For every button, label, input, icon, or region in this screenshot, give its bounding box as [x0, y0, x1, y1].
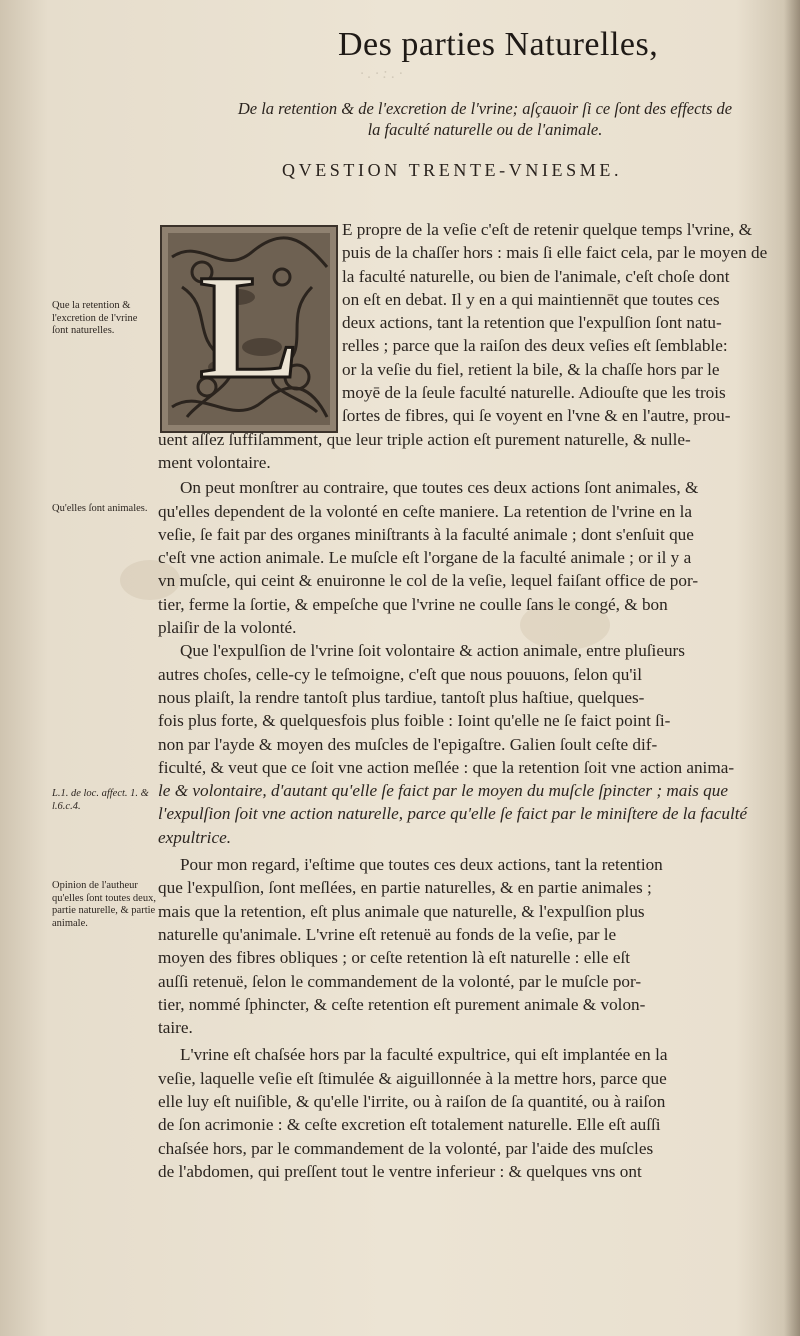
text-line: taire. — [158, 1018, 193, 1038]
text-line: mais que la retention, eſt plus animale que naturelle, & l'expulſion plus — [158, 901, 645, 921]
margin-note: Qu'elles ſont animales. — [52, 503, 148, 514]
text-line: chaſsée hors, par le commandement de la volonté, par l'aide des muſcles — [158, 1138, 654, 1158]
running-head: Des parties Naturelles, — [338, 26, 659, 63]
text-line: le & volontaire, d'autant qu'elle ſe faict par le moyen du muſcle ſpincter ; mais que — [158, 781, 728, 801]
text-line: puis de la chaſſer hors : mais ſi elle faict cela, par le moyen de — [342, 243, 768, 263]
text-line: E propre de la veſie c'eſt de retenir quelque temps l'vrine, & — [342, 220, 752, 239]
text-line: autres choſes, celle-cy le teſmoigne, c'eſt que nous pouuons, ſelon qu'il — [158, 664, 642, 684]
text-line: elle luy eſt nuiſible, & qu'elle l'irrite, ou à raiſon de ſa quantité, ou à raiſon — [158, 1091, 666, 1111]
chapter-title-line: De la retention & de l'excretion de l'vrine; aſçauoir ſi ce ſont des effects de — [237, 99, 733, 118]
body-text — [158, 218, 790, 1183]
paragraph — [158, 218, 790, 474]
text-line: auſſi retenuë, ſelon le commandement de la volonté, par le muſcle por- — [158, 971, 642, 991]
text-line: moyē de la ſeule faculté naturelle. Adiouſte que les trois — [342, 383, 726, 403]
text-line: plaiſir de la volonté. — [158, 618, 297, 638]
text-line: veſie, laquelle veſie eſt ſtimulée & aiguillonnée à la mettre hors, parce que — [158, 1068, 667, 1088]
text-line: veſie, ſe fait par des organes miniſtrants à la faculté animale ; dont s'enſuit que — [158, 524, 694, 544]
text-line: uent aſſez ſuffiſamment, que leur triple action eſt purement naturelle, & nulle- — [158, 429, 691, 449]
text-line: ficulté, & veut que ce ſoit vne action meſlée : que la retention ſoit vne action anima- — [158, 757, 735, 777]
text-line: c'eſt vne action animale. Le muſcle eſt l'organe de la faculté animale ; or il y a — [158, 548, 692, 568]
text-line: que l'expulſion, ſont meſlées, en partie naturelles, & en partie animales ; — [158, 878, 652, 898]
text-line: tier, ferme la ſortie, & empeſche que l'vrine ne coulle ſans le congé, & bon — [158, 594, 668, 614]
text-line: fois plus forte, & quelquesfois plus foible : Ioint qu'elle ne ſe faict point ſi- — [158, 711, 671, 731]
text-line: on eſt en debat. Il y en a qui maintiennēt que toutes ces — [342, 289, 720, 309]
margin-note: Que la retention & l'excretion de l'vrine ſont naturelles. — [52, 300, 138, 336]
show-through-text: · . · : . · — [360, 66, 403, 82]
text-line: ment volontaire. — [158, 452, 271, 472]
chapter-title — [205, 98, 765, 140]
text-line: de l'abdomen, qui preſſent tout le ventre inferieur : & quelques vns ont — [158, 1161, 642, 1181]
text-line: naturelle qu'animale. L'vrine eſt retenuë au fonds de la veſie, par le — [158, 924, 617, 944]
paragraph — [158, 639, 790, 849]
text-line: de ſon acrimonie : & ceſte excretion eſt totalement naturelle. Elle eſt auſſi — [158, 1115, 661, 1135]
paragraph — [158, 1043, 790, 1183]
chapter-title-line: la faculté naturelle ou de l'animale. — [367, 120, 603, 139]
text-line: l'expulſion ſoit vne action naturelle, parce qu'elle ſe faict par le miniſtere de la faculté — [158, 804, 748, 824]
text-line: On peut monſtrer au contraire, que toutes ces deux actions ſont animales, & — [180, 478, 699, 498]
paragraph — [158, 476, 790, 639]
text-line: moyen des fibres obliques ; or ceſte retention là eſt naturelle : elle eſt — [158, 948, 631, 968]
text-line: qu'elles dependent de la volonté en ceſte maniere. La retention de l'vrine en la — [158, 501, 693, 521]
text-line: expultrice. — [158, 827, 232, 847]
text-line: ſortes de fibres, qui ſe voyent en l'vne & en l'autre, prou- — [342, 406, 731, 426]
text-line: relles ; parce que la raiſon des deux veſies eſt ſemblable: — [342, 336, 728, 356]
text-line: nous plaiſt, la rendre tantoſt plus tardiue, tantoſt plus haſtiue, quelques- — [158, 687, 645, 707]
paragraph — [158, 853, 790, 1039]
text-line: Pour mon regard, i'eſtime que toutes ces deux actions, tant la retention — [180, 855, 663, 875]
text-line: deux actions, tant la retention que l'expulſion ſont natu- — [342, 313, 722, 333]
text-line: tier, nommé ſphincter, & ceſte retention eſt purement animale & volon- — [158, 994, 646, 1014]
text-line: Que l'expulſion de l'vrine ſoit volontaire & action animale, entre pluſieurs — [180, 641, 685, 661]
text-line: non par l'ayde & moyen des muſcles de l'epigaſtre. Galien ſoult ceſte dif- — [158, 734, 658, 754]
text-line: L'vrine eſt chaſsée hors par la faculté expultrice, qui eſt implantée en la — [180, 1045, 668, 1065]
drop-cap-letter: L — [198, 244, 300, 410]
margin-note: L.1. de loc. affect. 1. & l.6.c.4. — [52, 788, 149, 812]
question-heading: QVESTION TRENTE-VNIESME. — [282, 160, 623, 180]
margin-note: Opinion de l'autheur qu'elles ſont toutes deux, partie naturelle, & partie animale. — [52, 880, 156, 929]
text-line: la faculté naturelle, ou bien de l'animale, c'eſt choſe dont — [342, 266, 730, 286]
text-line: vn muſcle, qui ceint & enuironne le col de la veſie, lequel faiſant office de por- — [158, 571, 699, 591]
text-line: or la veſie du fiel, retient la bile, & la chaſſe hors par le — [342, 359, 720, 379]
